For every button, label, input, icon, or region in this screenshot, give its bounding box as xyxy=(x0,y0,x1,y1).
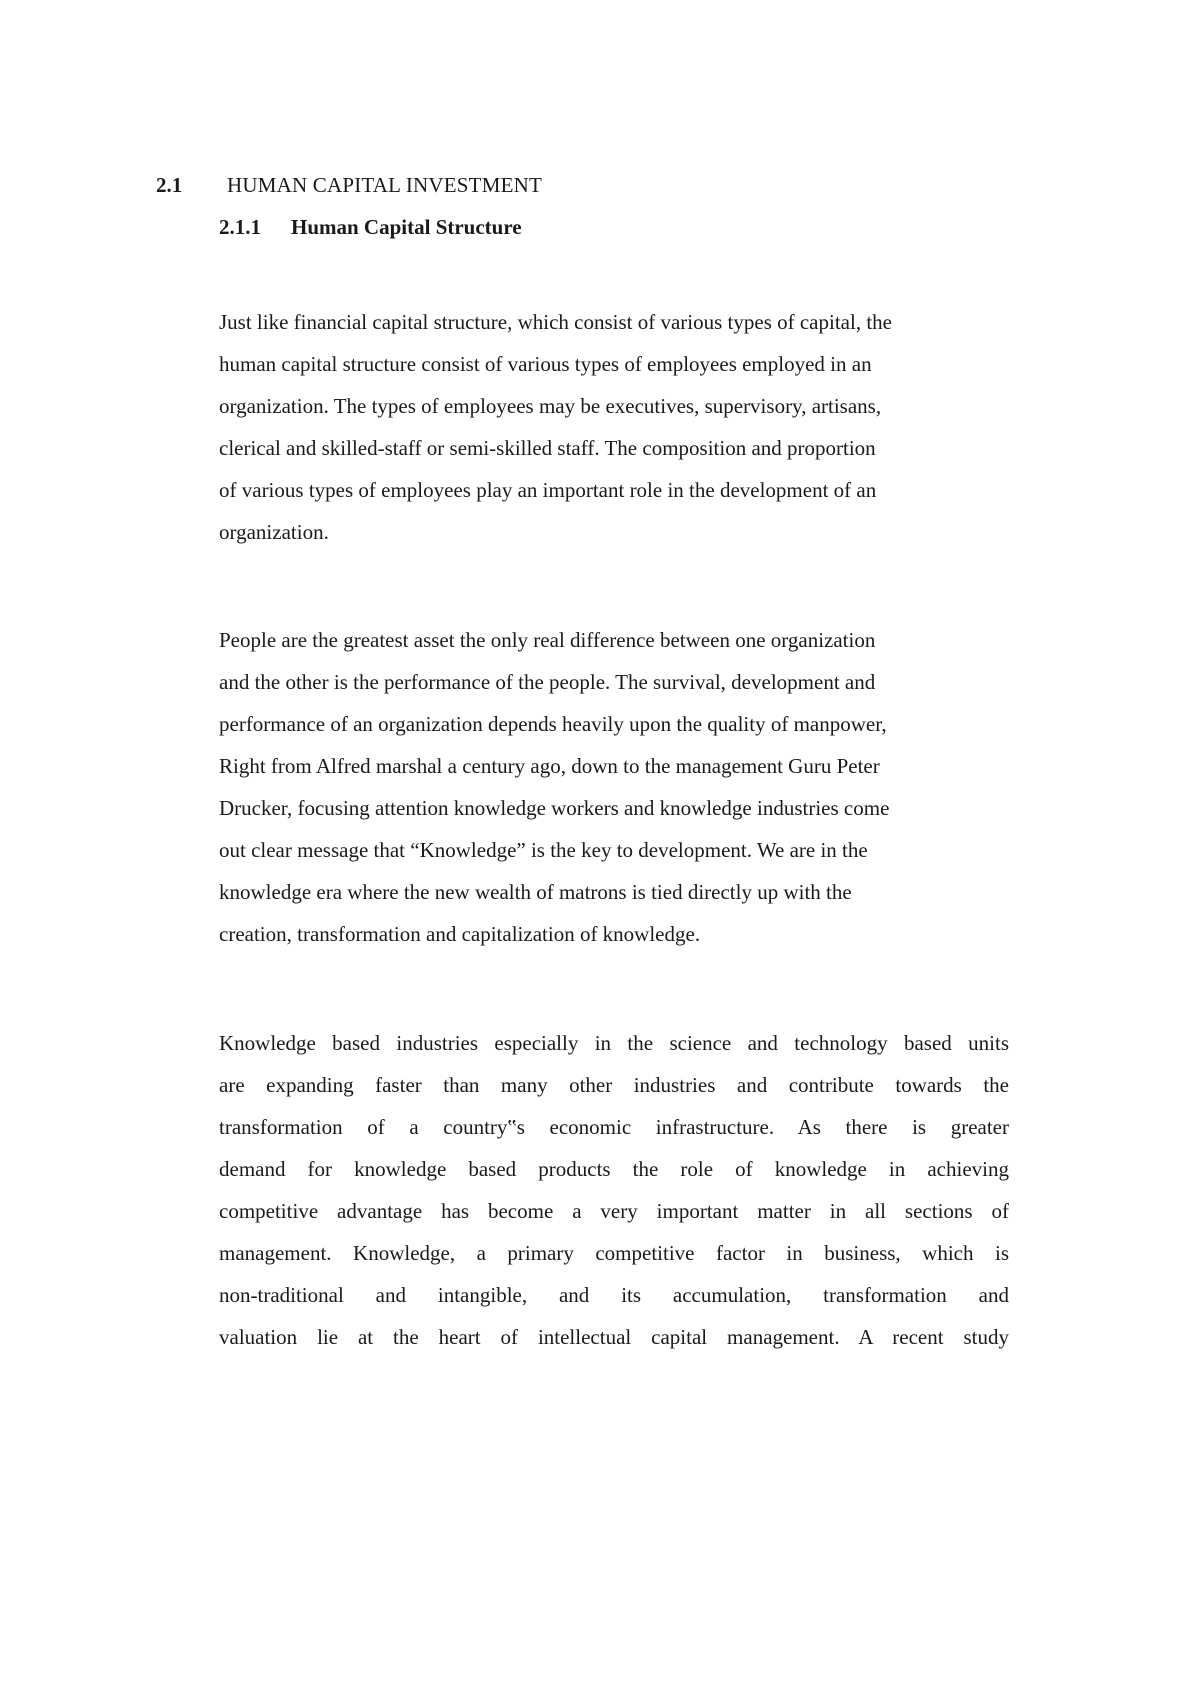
text-line: and the other is the performance of the people. The survival, development and xyxy=(219,670,876,694)
section-title: HUMAN CAPITAL INVESTMENT xyxy=(227,173,542,197)
text-line: of various types of employees play an important role in the development of an xyxy=(219,478,877,502)
text-line: valuation lie at the heart of intellectual capital management. A recent study xyxy=(219,1325,1009,1349)
text-line: Right from Alfred marshal a century ago, down to the management Guru Peter xyxy=(219,754,880,778)
section-number: 2.1 xyxy=(156,173,183,197)
text-line: organization. xyxy=(219,520,329,544)
text-line: Drucker, focusing attention knowledge workers and knowledge industries come xyxy=(219,796,890,820)
text-line: transformation of a country‟s economic infrastructure. As there is greater xyxy=(219,1115,1009,1139)
subsection-number: 2.1.1 xyxy=(219,215,261,239)
text-line: Just like financial capital structure, which consist of various types of capital, the xyxy=(219,310,892,334)
text-line: organization. The types of employees may be executives, supervisory, artisans, xyxy=(219,394,882,418)
text-line: Knowledge based industries especially in the science and technology based units xyxy=(219,1031,1009,1055)
text-line: People are the greatest asset the only real difference between one organization xyxy=(219,628,876,652)
subsection-heading xyxy=(219,214,522,240)
text-line: human capital structure consist of various types of employees employed in an xyxy=(219,352,872,376)
text-line: performance of an organization depends heavily upon the quality of manpower, xyxy=(219,712,887,736)
text-line: competitive advantage has become a very important matter in all sections of xyxy=(219,1199,1009,1223)
text-line: knowledge era where the new wealth of matrons is tied directly up with the xyxy=(219,880,852,904)
paragraph-knowledge-industries xyxy=(219,1022,1009,1358)
text-line: management. Knowledge, a primary competitive factor in business, which is xyxy=(219,1241,1009,1265)
subsection-title: Human Capital Structure xyxy=(291,215,522,239)
text-line: non-traditional and intangible, and its accumulation, transformation and xyxy=(219,1283,1009,1307)
text-line: out clear message that “Knowledge” is the key to development. We are in the xyxy=(219,838,868,862)
text-line: demand for knowledge based products the role of knowledge in achieving xyxy=(219,1157,1009,1181)
text-line: creation, transformation and capitalization of knowledge. xyxy=(219,922,701,946)
text-line: clerical and skilled-staff or semi-skilled staff. The composition and proportion xyxy=(219,436,876,460)
text-line: are expanding faster than many other industries and contribute towards the xyxy=(219,1073,1009,1097)
paragraph-people-asset xyxy=(219,619,1009,955)
section-heading xyxy=(156,172,542,198)
paragraph-human-capital-structure xyxy=(219,301,1009,553)
